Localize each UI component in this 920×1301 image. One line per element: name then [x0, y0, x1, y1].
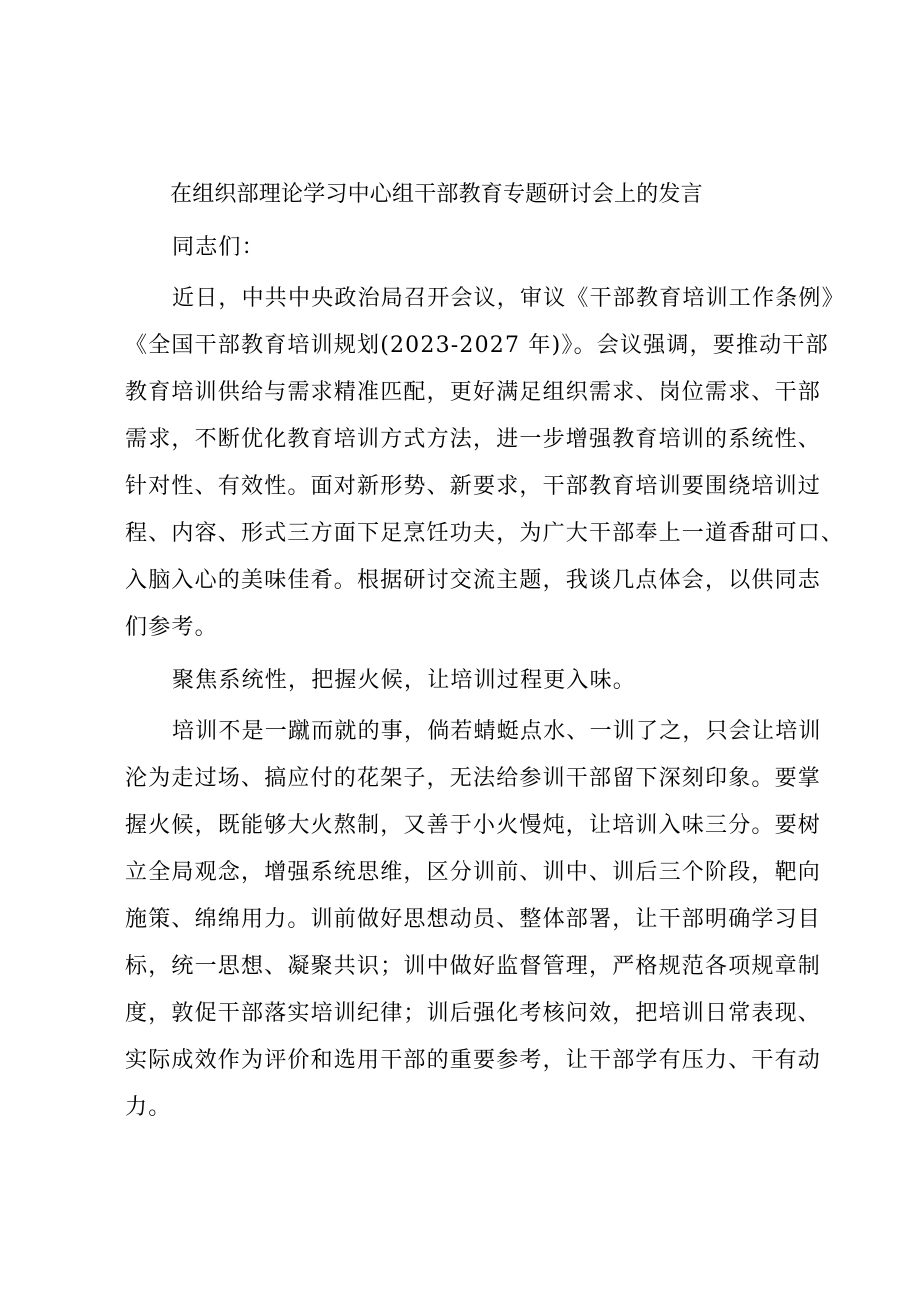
paragraph-line: 需求，不断优化教育培训方式方法，进一步增强教育培训的系统性、	[125, 427, 822, 452]
salutation: 同志们：	[172, 235, 265, 260]
paragraph-line: 程、内容、形式三方面下足烹饪功夫，为广大干部奉上一道香甜可口、	[125, 521, 845, 546]
paragraph-line: 《全国干部教育培训规划(2023-2027 年)》。会议强调，要推动干部	[125, 333, 829, 358]
paragraph-line: 立全局观念，增强系统思维，区分训前、训中、训后三个阶段，靶向	[125, 860, 822, 885]
paragraph-line: 培训不是一蹴而就的事，倘若蜻蜓点水、一训了之，只会让培训	[172, 719, 822, 744]
document-title: 在组织部理论学习中心组干部教育专题研讨会上的发言	[170, 182, 703, 207]
paragraph-line: 针对性、有效性。面对新形势、新要求，干部教育培训要围绕培训过	[125, 474, 822, 499]
paragraph-line: 入脑入心的美味佳肴。根据研讨交流主题，我谈几点体会，以供同志	[125, 568, 822, 593]
paragraph-line: 标，统一思想、凝聚共识；训中做好监督管理，严格规范各项规章制	[125, 954, 822, 979]
paragraph-line: 们参考。	[125, 615, 218, 640]
paragraph-line: 度，敦促干部落实培训纪律；训后强化考核问效，把培训日常表现、	[125, 1001, 822, 1026]
paragraph-line: 施策、绵绵用力。训前做好思想动员、整体部署，让干部明确学习目	[125, 907, 822, 932]
paragraph-line: 沦为走过场、搞应付的花架子，无法给参训干部留下深刻印象。要掌	[125, 766, 822, 791]
paragraph-line: 实际成效作为评价和选用干部的重要参考，让干部学有压力、干有动	[125, 1048, 822, 1073]
paragraph-line: 教育培训供给与需求精准匹配，更好满足组织需求、岗位需求、干部	[125, 380, 822, 405]
paragraph-line: 握火候，既能够大火熬制，又善于小火慢炖，让培训入味三分。要树	[125, 813, 822, 838]
section-heading: 聚焦系统性，把握火候，让培训过程更入味。	[172, 668, 637, 693]
paragraph-line: 近日，中共中央政治局召开会议，审议《干部教育培训工作条例》	[172, 286, 845, 311]
paragraph-line: 力。	[125, 1095, 172, 1120]
